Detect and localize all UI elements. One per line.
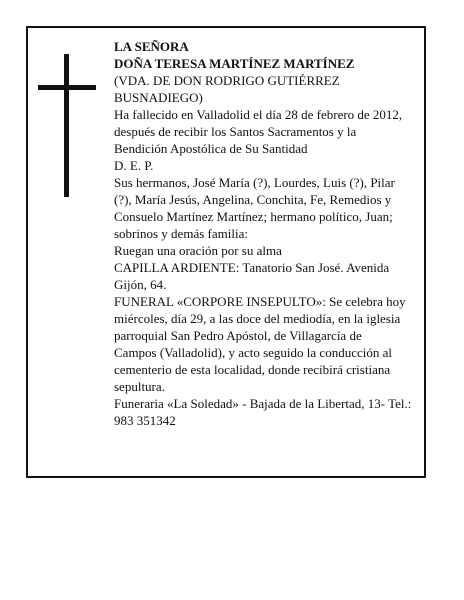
funeral-home-notice	[114, 395, 426, 429]
chapel-line: CAPILLA ARDIENTE: Tanatorio San José. Avenida	[114, 260, 390, 275]
prayer-line: Ruegan una oración por su alma	[114, 243, 282, 258]
family-line: (?), María Jesús, Angelina, Conchita, Fe, Remedios y	[114, 192, 392, 207]
funeral-notice	[114, 293, 426, 395]
family-line: Consuelo Martínez Martínez; hermano político, Juan;	[114, 209, 393, 224]
funeral-line: Campos (Valladolid), y acto seguido la conducción al	[114, 345, 392, 360]
widow-line: BUSNADIEGO)	[114, 90, 203, 105]
chapel-notice	[114, 259, 426, 293]
cross-icon-bar	[38, 85, 96, 90]
family-line: sobrinos y demás familia:	[114, 226, 248, 241]
funeral-home-line: Funeraria «La Soledad» - Bajada de la Libertad, 13- Tel.:	[114, 396, 412, 411]
funeral-home-phone: 983 351342	[114, 413, 176, 428]
death-notice	[114, 106, 426, 157]
family-line: Sus hermanos, José María (?), Lourdes, Luis (?), Pilar	[114, 175, 395, 190]
funeral-line: sepultura.	[114, 379, 165, 394]
death-line: Ha fallecido en Valladolid el día 28 de febrero de 2012,	[114, 107, 403, 122]
cross-icon	[64, 54, 69, 197]
heading-line: LA SEÑORA	[114, 39, 189, 54]
funeral-line: cementerio de esta localidad, donde recibirá cristiana	[114, 362, 391, 377]
death-line: después de recibir los Santos Sacramentos y la	[114, 124, 357, 139]
dep-line: D. E. P.	[114, 158, 154, 173]
death-line: Bendición Apostólica de Su Santidad	[114, 141, 308, 156]
widow-line: (VDA. DE DON RODRIGO GUTIÉRREZ	[114, 73, 340, 88]
deceased-heading	[114, 38, 426, 72]
chapel-line: Gijón, 64.	[114, 277, 167, 292]
obituary-text	[114, 38, 426, 429]
funeral-line: FUNERAL «CORPORE INSEPULTO»: Se celebra hoy	[114, 294, 406, 309]
widow-note	[114, 72, 426, 106]
deceased-name: DOÑA TERESA MARTÍNEZ MARTÍNEZ	[114, 56, 355, 71]
family-notice	[114, 174, 426, 242]
funeral-line: parroquial San Pedro Apóstol, de Villagarcía de	[114, 328, 362, 343]
funeral-line: miércoles, día 29, a las doce del mediodía, en la iglesia	[114, 311, 401, 326]
